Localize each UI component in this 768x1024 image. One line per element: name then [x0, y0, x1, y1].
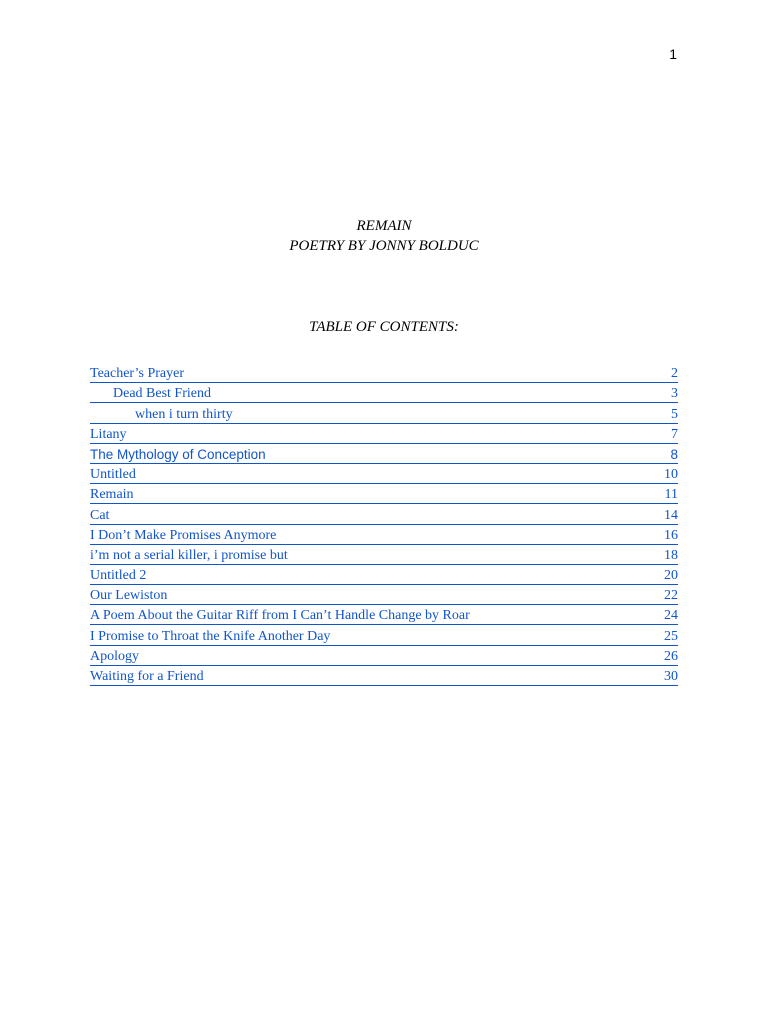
toc-entry-not-a-serial-killer[interactable] [90, 545, 678, 565]
toc-entry-title[interactable]: The Mythology of Conception [90, 446, 266, 462]
toc-entry-title[interactable]: I Don’t Make Promises Anymore [90, 527, 277, 543]
toc-entry-i-dont-make-promises[interactable] [90, 525, 678, 545]
toc-entry-title[interactable]: I Promise to Throat the Knife Another Day [90, 628, 331, 644]
toc-entry-page[interactable]: 16 [664, 527, 678, 543]
toc-entry-when-i-turn-thirty[interactable] [90, 403, 678, 423]
toc-entry-untitled-2[interactable] [90, 565, 678, 585]
toc-entry-page[interactable]: 8 [670, 446, 678, 462]
toc-entry-page[interactable]: 24 [664, 608, 678, 624]
toc-entry-untitled[interactable] [90, 464, 678, 484]
toc-entry-page[interactable]: 25 [664, 628, 678, 644]
document-subtitle: POETRY BY JONNY BOLDUC [289, 238, 479, 254]
toc-entry-throat-the-knife[interactable] [90, 625, 678, 645]
toc-entry-litany[interactable] [90, 424, 678, 444]
toc-entry-title[interactable]: Untitled 2 [90, 568, 147, 584]
toc-entry-page[interactable]: 26 [664, 648, 678, 664]
toc-entry-page[interactable]: 14 [664, 507, 678, 523]
toc-entry-dead-best-friend[interactable] [90, 383, 678, 403]
toc-entry-title[interactable]: Cat [90, 507, 110, 523]
toc-entry-page[interactable]: 20 [664, 568, 678, 584]
toc-entry-waiting-for-a-friend[interactable] [90, 666, 678, 686]
title-block [0, 216, 768, 256]
toc-entry-title[interactable]: when i turn thirty [135, 406, 233, 422]
toc-entry-page[interactable]: 5 [671, 406, 678, 422]
toc-entry-title[interactable]: Dead Best Friend [113, 386, 211, 402]
toc-entry-cat[interactable] [90, 504, 678, 524]
toc-entry-title[interactable]: i’m not a serial killer, i promise but [90, 547, 288, 563]
toc-entry-our-lewiston[interactable] [90, 585, 678, 605]
toc-entry-title[interactable]: Untitled [90, 467, 136, 483]
toc-entry-title[interactable]: A Poem About the Guitar Riff from I Can’t Handle Change by Roar [90, 608, 470, 624]
toc-entry-page[interactable]: 22 [664, 588, 678, 604]
toc-entry-title[interactable]: Litany [90, 426, 127, 442]
toc-entry-title[interactable]: Our Lewiston [90, 588, 168, 604]
toc-entry-page[interactable]: 3 [671, 386, 678, 402]
document-title: REMAIN [356, 218, 412, 234]
table-of-contents [90, 363, 678, 686]
toc-entry-page[interactable]: 7 [671, 426, 678, 442]
toc-entry-mythology-of-conception[interactable] [90, 444, 678, 464]
toc-heading: TABLE OF CONTENTS: [309, 319, 459, 335]
toc-entry-teachers-prayer[interactable] [90, 363, 678, 383]
toc-entry-guitar-riff-poem[interactable] [90, 605, 678, 625]
toc-entry-title[interactable]: Remain [90, 487, 134, 503]
toc-entry-title[interactable]: Teacher’s Prayer [90, 366, 184, 382]
page-number: 1 [669, 46, 677, 62]
toc-entry-page[interactable]: 2 [671, 366, 678, 382]
toc-entry-remain[interactable] [90, 484, 678, 504]
toc-entry-page[interactable]: 18 [664, 547, 678, 563]
toc-entry-page[interactable]: 11 [664, 487, 678, 503]
toc-entry-page[interactable]: 10 [664, 467, 678, 483]
toc-entry-apology[interactable] [90, 646, 678, 666]
toc-entry-title[interactable]: Waiting for a Friend [90, 669, 204, 684]
toc-entry-page[interactable]: 30 [664, 669, 678, 684]
toc-entry-title[interactable]: Apology [90, 648, 139, 664]
